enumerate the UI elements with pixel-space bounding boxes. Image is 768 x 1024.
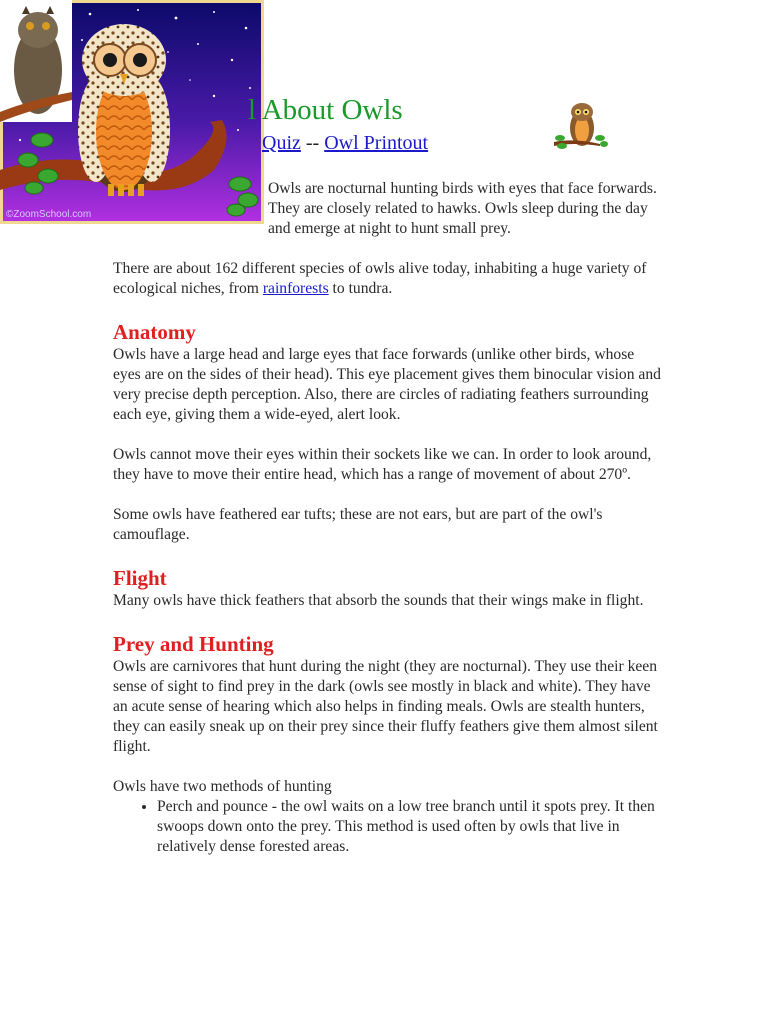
flight-heading: Flight	[113, 566, 167, 590]
owl-printout-link[interactable]: Owl Printout	[324, 132, 429, 154]
header-links	[262, 132, 428, 155]
small-owl-icon	[554, 98, 610, 152]
anatomy-paragraph-1: Owls have a large head and large eyes that face forwards (unlike other birds, whose eyes are on the sides of their head). This eye placement gives them binocular vision and very precise depth perception. Also, there are circles of radiating feathers surrounding each eye, giving them a wide-eyed, alert look.	[113, 346, 661, 423]
quiz-link[interactable]: Quiz	[262, 132, 301, 154]
page-title: l About Owls	[248, 94, 403, 126]
anatomy-heading: Anatomy	[113, 320, 196, 344]
flight-paragraph: Many owls have thick feathers that absorb the sounds that their wings make in flight.	[113, 592, 644, 609]
watermark: ©ZoomSchool.com	[6, 209, 92, 220]
rainforests-link[interactable]: rainforests	[262, 280, 329, 297]
hunting-methods-list	[113, 797, 661, 857]
prey-paragraph-1: Owls are carnivores that hunt during the night (they are nocturnal). They use their keen sense of sight to find prey in the dark (owls see mostly in black and white). They have an acute sense of hearing which also helps in finding meals. Owls are stealth hunters, they can easily sneak up on their prey since their fluffy feathers give them almost silent flight.	[113, 658, 658, 755]
link-separator: --	[300, 132, 325, 154]
owl-on-branch-icon	[0, 0, 264, 224]
owl-illustration	[0, 0, 264, 224]
main-content	[113, 259, 661, 857]
species-paragraph: There are about 162 different species of owls alive today, inhabiting a huge variety of ecological niches, from rainforests to tundra.	[113, 260, 647, 297]
anatomy-paragraph-2: Owls cannot move their eyes within their sockets like we can. In order to look around, they have to move their entire head, which has a range of movement of about 270º.	[113, 446, 652, 483]
intro-paragraph: Owls are nocturnal hunting birds with eyes that face forwards. They are closely related to hawks. Owls sleep during the day and emerge at night to hunt small prey.	[268, 180, 657, 237]
prey-hunting-heading: Prey and Hunting	[113, 632, 274, 656]
prey-paragraph-2: Owls have two methods of hunting	[113, 778, 332, 795]
anatomy-paragraph-3: Some owls have feathered ear tufts; these are not ears, but are part of the owl's camouflage.	[113, 506, 603, 543]
list-item: • Perch and pounce - the owl waits on a low tree branch until it spots prey. It then swoops down onto the prey. This method is used often by owls that live in relatively dense forested areas.	[157, 797, 661, 857]
